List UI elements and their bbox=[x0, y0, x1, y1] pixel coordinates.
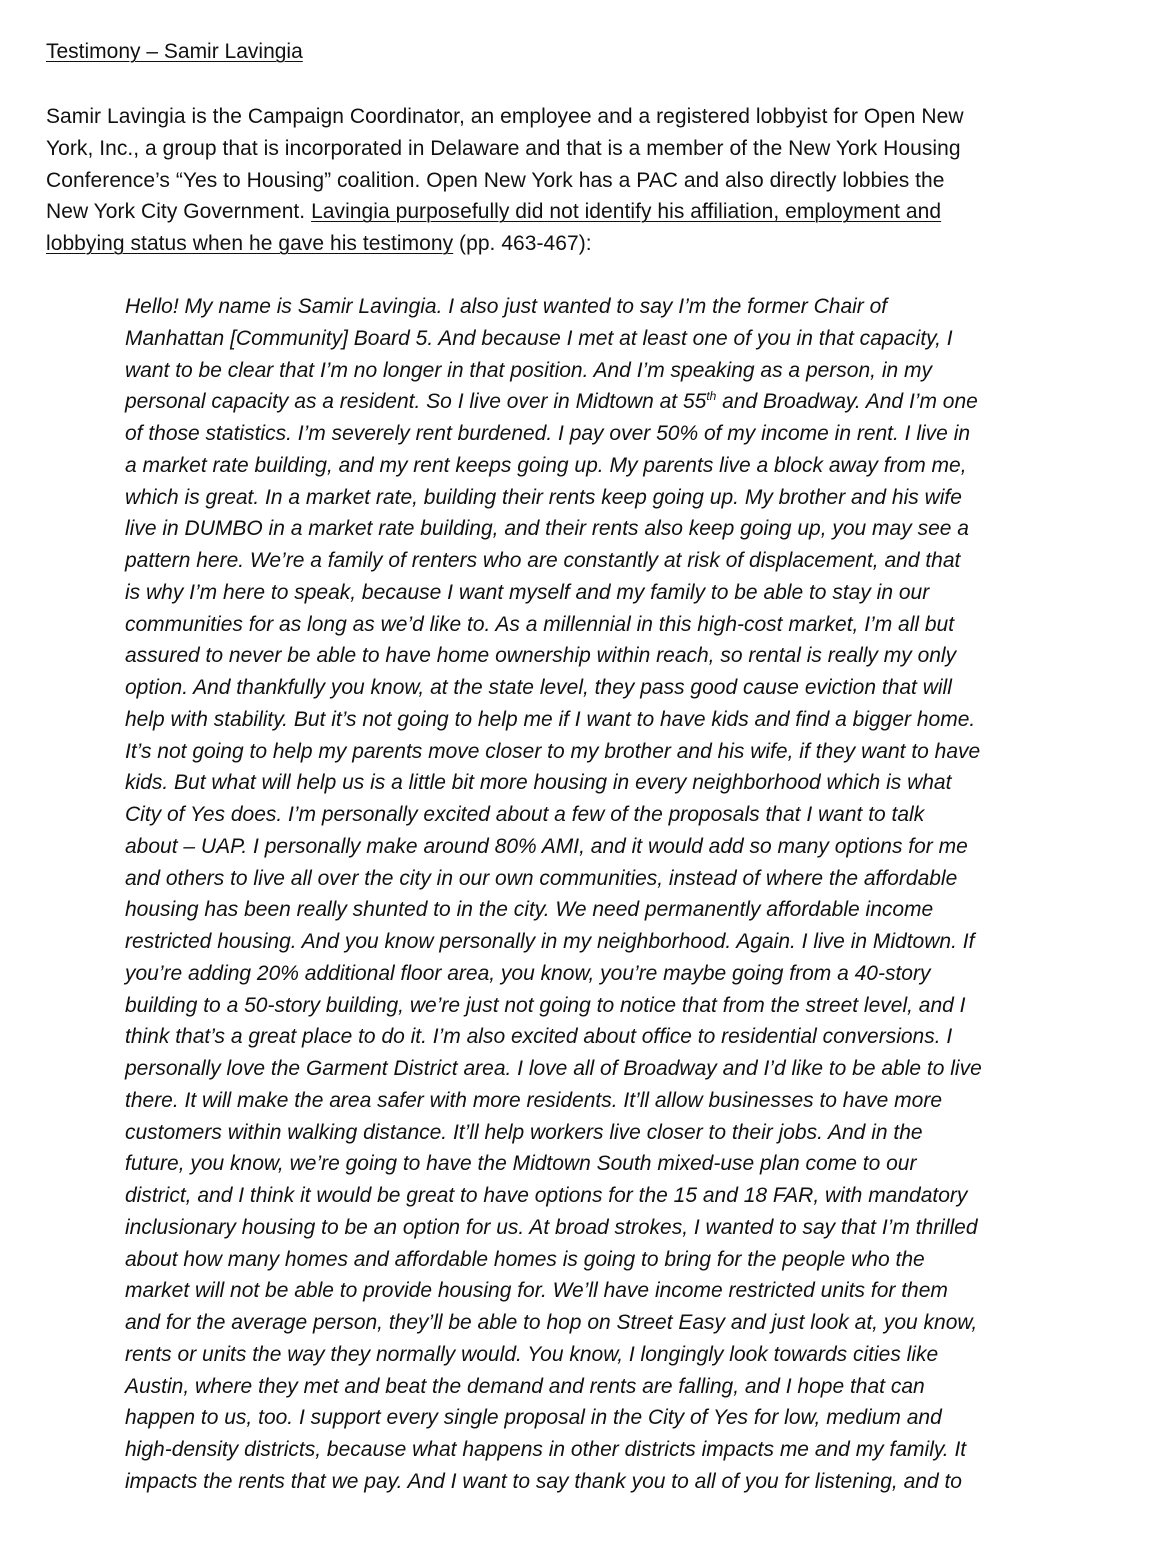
quote-line: think that’s a great place to do it. I’m also excited about office to residential conversions. I bbox=[125, 1025, 953, 1049]
intro-line: Samir Lavingia is the Campaign Coordinator, an employee and a registered lobbyist for Open New bbox=[46, 105, 964, 128]
quote-line: and others to live all over the city in our own communities, instead of where the affordable bbox=[125, 866, 958, 890]
quote-line: It’s not going to help my parents move closer to my brother and his wife, if they want to have bbox=[125, 739, 981, 763]
quote-line: about – UAP. I personally make around 80% AMI, and it would add so many options for me bbox=[125, 834, 968, 858]
quote-line: rents or units the way they normally would. You know, I longingly look towards cities like bbox=[125, 1342, 939, 1366]
quote-text: and Broadway. And I’m one bbox=[716, 390, 978, 414]
quote-line: assured to never be able to have home ownership within reach, so rental is really my only bbox=[125, 644, 957, 668]
quote-line: communities for as long as we’d like to. As a millennial in this high-cost market, I’m all but bbox=[125, 612, 955, 636]
quote-line: restricted housing. And you know personally in my neighborhood. Again. I live in Midtown. If bbox=[125, 930, 975, 953]
quote-line: inclusionary housing to be an option for us. At broad strokes, I wanted to say that I’m thrilled bbox=[125, 1215, 978, 1239]
intro-paragraph bbox=[46, 101, 1056, 260]
quote-line bbox=[125, 386, 1075, 418]
underlined-claim: lobbying status when he gave his testimony bbox=[46, 232, 454, 256]
quote-line: a market rate building, and my rent keeps going up. My parents live a block away from me, bbox=[125, 453, 967, 477]
intro-line: Conference’s “Yes to Housing” coalition. Open New York has a PAC and also directly lobbies the bbox=[46, 168, 945, 192]
quote-line: help with stability. But it’s not going to help me if I want to have kids and find a bigger home. bbox=[125, 707, 976, 731]
document-title: Testimony – Samir Lavingia bbox=[46, 40, 303, 63]
underlined-claim: Lavingia purposefully did not identify his affiliation, employment and bbox=[311, 200, 942, 224]
quote-line: about how many homes and affordable homes is going to bring for the people who the bbox=[125, 1247, 925, 1271]
quote-line: housing has been really shunted to in the city. We need permanently affordable income bbox=[125, 898, 934, 922]
quote-line: high-density districts, because what happens in other districts impacts me and my family. It bbox=[125, 1438, 967, 1461]
quote-line: Hello! My name is Samir Lavingia. I also just wanted to say I’m the former Chair of bbox=[125, 295, 888, 318]
quote-line: personally love the Garment District area. I love all of Broadway and I’d like to be able to live bbox=[125, 1057, 982, 1080]
quote-line: want to be clear that I’m no longer in that position. And I’m speaking as a person, in my bbox=[125, 358, 932, 382]
page-reference: (pp. 463-467): bbox=[453, 232, 592, 256]
intro-line bbox=[46, 228, 1056, 260]
quote-line: there. It will make the area safer with more residents. It’ll allow businesses to have more bbox=[125, 1088, 943, 1112]
superscript: th bbox=[706, 389, 717, 404]
quote-line: happen to us, too. I support every single proposal in the City of Yes for low, medium and bbox=[125, 1406, 942, 1430]
quote-line: you’re adding 20% additional floor area, you know, you’re maybe going from a 40-story bbox=[125, 961, 931, 985]
quote-line: future, you know, we’re going to have the Midtown South mixed-use plan come to our bbox=[125, 1152, 917, 1176]
quote-line: live in DUMBO in a market rate building, and their rents also keep going up, you may see a bbox=[125, 517, 969, 541]
testimony-quote bbox=[125, 291, 1075, 1498]
quote-line: pattern here. We’re a family of renters who are constantly at risk of displacement, and that bbox=[125, 549, 961, 572]
quote-line: and for the average person, they’ll be able to hop on Street Easy and just look at, you know, bbox=[125, 1311, 978, 1334]
quote-line: kids. But what will help us is a little bit more housing in every neighborhood which is what bbox=[125, 771, 952, 795]
quote-line: is why I’m here to speak, because I want myself and my family to be able to stay in our bbox=[125, 580, 930, 604]
quote-line: market will not be able to provide housing for. We’ll have income restricted units for them bbox=[125, 1279, 948, 1303]
quote-line: of those statistics. I’m severely rent burdened. I pay over 50% of my income in rent. I live in bbox=[125, 422, 971, 445]
quote-line: customers within walking distance. It’ll help workers live closer to their jobs. And in the bbox=[125, 1120, 923, 1144]
quote-line: City of Yes does. I’m personally excited about a few of the proposals that I want to talk bbox=[125, 803, 925, 826]
quote-line: district, and I think it would be great to have options for the 15 and 18 FAR, with mandatory bbox=[125, 1184, 968, 1207]
quote-line: which is great. In a market rate, building their rents keep going up. My brother and his wife bbox=[125, 485, 962, 509]
quote-line: impacts the rents that we pay. And I want to say thank you to all of you for listening, and to bbox=[125, 1469, 962, 1493]
quote-text: personal capacity as a resident. So I live over in Midtown at 55 bbox=[125, 390, 707, 414]
quote-line: Manhattan [Community] Board 5. And because I met at least one of you in that capacity, I bbox=[125, 326, 953, 350]
intro-line: York, Inc., a group that is incorporated in Delaware and that is a member of the New York Housing bbox=[46, 136, 961, 160]
quote-line: option. And thankfully you know, at the state level, they pass good cause eviction that will bbox=[125, 676, 952, 699]
intro-line bbox=[46, 196, 1056, 228]
intro-text: New York City Government. bbox=[46, 200, 312, 224]
quote-line: building to a 50-story building, we’re just not going to notice that from the street level, and I bbox=[125, 993, 966, 1017]
quote-line: Austin, where they met and beat the demand and rents are falling, and I hope that can bbox=[125, 1374, 925, 1398]
